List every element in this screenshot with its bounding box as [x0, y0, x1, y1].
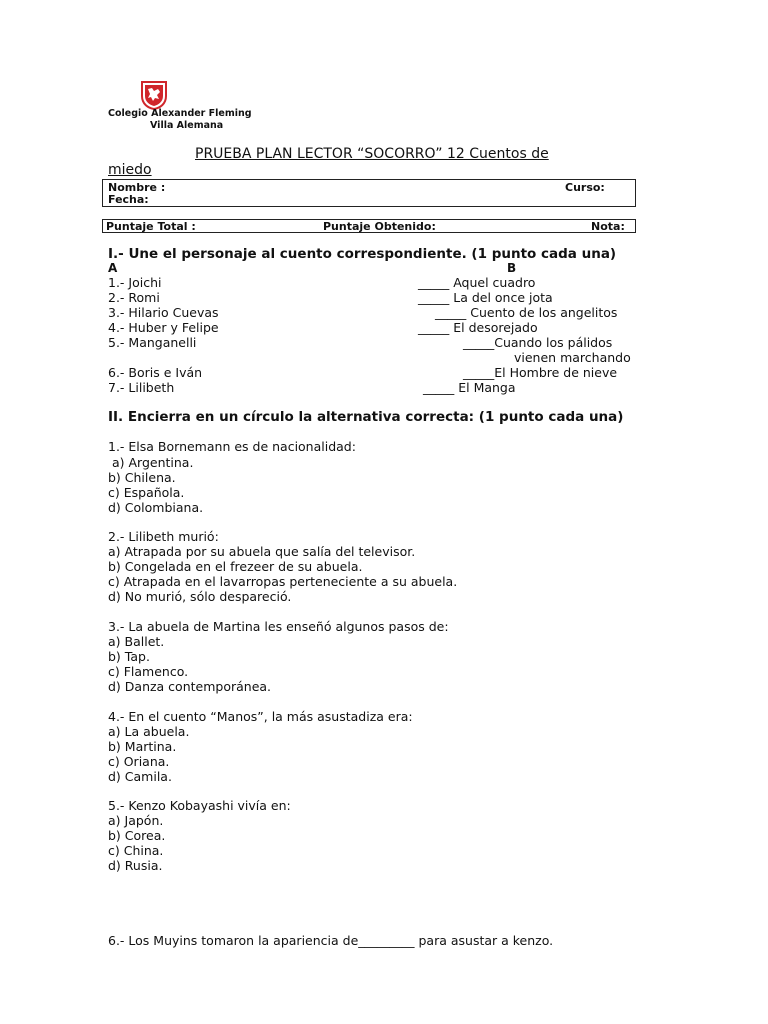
school-crest-icon [140, 80, 168, 110]
story-item-continued: vienen marchando [514, 350, 631, 365]
course-label: Curso: [565, 181, 605, 194]
story-item: _____Cuando los pálidos [463, 335, 613, 350]
option: d) No murió, sólo despareció. [108, 589, 292, 604]
option: c) Española. [108, 485, 185, 500]
school-city: Villa Alemana [150, 120, 224, 131]
character-item: 2.- Romi [108, 290, 160, 305]
option: b) Chilena. [108, 470, 176, 485]
option: c) Oriana. [108, 754, 170, 769]
character-item: 7.- Lilibeth [108, 380, 175, 395]
section2-heading: II. Encierra en un círculo la alternativa correcta: (1 punto cada una) [108, 409, 624, 425]
question: 1.- Elsa Bornemann es de nacionalidad: [108, 439, 356, 454]
option: a) Atrapada por su abuela que salía del televisor. [108, 544, 416, 559]
page-title-continued: miedo [108, 162, 152, 178]
section1-heading: I.- Une el personaje al cuento correspondiente. (1 punto cada una) [108, 246, 617, 262]
option: d) Camila. [108, 769, 172, 784]
page-title: PRUEBA PLAN LECTOR “SOCORRO” 12 Cuentos de [195, 146, 549, 162]
student-info-box [102, 179, 636, 207]
story-item: _____ El desorejado [418, 320, 538, 335]
total-score-label: Puntaje Total : [106, 220, 196, 233]
story-item: _____ Aquel cuadro [418, 275, 536, 290]
character-item: 4.- Huber y Felipe [108, 320, 219, 335]
question: 3.- La abuela de Martina les enseñó algunos pasos de: [108, 619, 449, 634]
option: b) Corea. [108, 828, 166, 843]
option: a) Argentina. [108, 455, 194, 470]
story-item: _____El Hombre de nieve [463, 365, 618, 380]
question: 2.- Lilibeth murió: [108, 529, 219, 544]
option: a) Japón. [108, 813, 164, 828]
character-item: 5.- Manganelli [108, 335, 197, 350]
question: 5.- Kenzo Kobayashi vivía en: [108, 798, 291, 813]
option: a) La abuela. [108, 724, 190, 739]
name-label: Nombre : [108, 181, 166, 194]
story-item: _____ La del once jota [418, 290, 553, 305]
question: 6.- Los Muyins tomaron la apariencia de_________ para asustar a kenzo. [108, 933, 554, 948]
option: d) Colombiana. [108, 500, 204, 515]
obtained-score-label: Puntaje Obtenido: [323, 220, 436, 233]
option: a) Ballet. [108, 634, 165, 649]
school-name: Colegio Alexander Fleming [108, 108, 252, 119]
option: d) Rusia. [108, 858, 163, 873]
column-b-label: B [507, 261, 517, 275]
story-item: _____ Cuento de los angelitos [435, 305, 618, 320]
option: b) Congelada en el frezeer de su abuela. [108, 559, 363, 574]
option: c) Atrapada en el lavarropas perteneciente a su abuela. [108, 574, 458, 589]
option: d) Danza contemporánea. [108, 679, 272, 694]
character-item: 3.- Hilario Cuevas [108, 305, 219, 320]
score-box [102, 219, 636, 233]
option: c) Flamenco. [108, 664, 189, 679]
question: 4.- En el cuento “Manos”, la más asustadiza era: [108, 709, 413, 724]
column-a-label: A [108, 261, 118, 275]
option: b) Martina. [108, 739, 177, 754]
date-label: Fecha: [108, 193, 149, 206]
option: c) China. [108, 843, 164, 858]
option: b) Tap. [108, 649, 150, 664]
grade-label: Nota: [591, 220, 625, 233]
character-item: 1.- Joichi [108, 275, 162, 290]
character-item: 6.- Boris e Iván [108, 365, 203, 380]
story-item: _____ El Manga [423, 380, 516, 395]
